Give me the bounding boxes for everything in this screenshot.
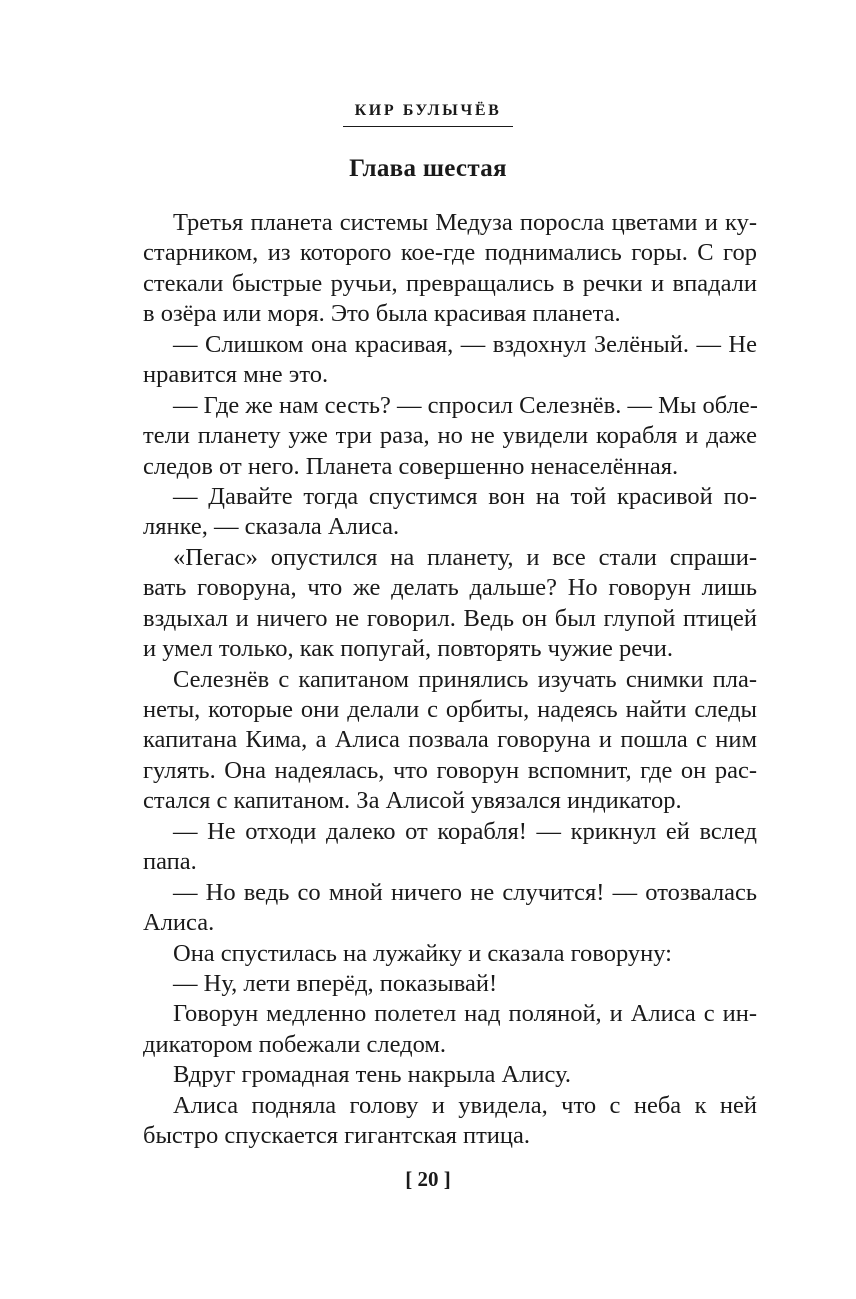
text-line: — Где же нам сесть? — спросил Селезнёв. — Мы обле-: [173, 391, 758, 419]
text-line: нравится мне это.: [143, 361, 329, 389]
text-line: — Не отходи далеко от корабля! — крикнул ей вслед: [173, 817, 757, 845]
author-name: КИР БУЛЫЧЁВ: [343, 102, 514, 127]
text-line: Третья планета системы Медуза поросла цветами и ку-: [173, 209, 757, 236]
text-line: Она спустилась на лужайку и сказала говоруну:: [173, 939, 672, 967]
text-line: в озёра или моря. Это была красивая планета.: [143, 300, 621, 328]
text-line: — Слишком она красивая, — вздохнул Зелёный. — Не: [173, 330, 757, 358]
text-line: «Пегас» опустился на планету, и все стали спраши-: [173, 543, 757, 571]
text-line: Алиса.: [143, 909, 215, 937]
running-head: [0, 100, 856, 127]
text-line: гулять. Она надеялась, что говорун вспомнит, где он рас-: [143, 756, 757, 784]
chapter-title: Глава шестая: [349, 155, 507, 182]
text-line: лянке, — сказала Алиса.: [143, 513, 400, 541]
text-line: тели планету уже три раза, но не увидели корабля и даже: [143, 422, 757, 450]
text-line: вать говоруна, что же делать дальше? Но говорун лишь: [143, 574, 757, 602]
text-body: [143, 208, 757, 1152]
text-line: быстро спускается гигантская птица.: [143, 1122, 531, 1150]
text-line: старником, из которого кое-где поднимались горы. С гор: [143, 239, 757, 267]
text-line: дикатором побежали следом.: [143, 1030, 447, 1058]
text-line: — Давайте тогда спустимся вон на той красивой по-: [173, 482, 757, 510]
text-line: Алиса подняла голову и увидела, что с неба к ней: [173, 1091, 757, 1119]
text-line: вздыхал и ничего не говорил. Ведь он был глупой птицей: [143, 604, 757, 632]
page-number: [ 20 ]: [405, 1167, 451, 1191]
text-line: стался с капитаном. За Алисой увязался индикатор.: [143, 787, 682, 815]
text-line: — Ну, лети вперёд, показывай!: [173, 969, 498, 997]
text-line: папа.: [143, 848, 197, 876]
text-line: стекали быстрые ручьи, превращались в речки и впадали: [143, 269, 757, 297]
text-line: капитана Кима, а Алиса позвала говоруна и пошла с ним: [143, 726, 757, 754]
text-line: — Но ведь со мной ничего не случится! — отозвалась: [173, 878, 757, 906]
text-line: Вдруг громадная тень накрыла Алису.: [173, 1061, 572, 1089]
text-line: Селезнёв с капитаном принялись изучать снимки пла-: [173, 665, 757, 693]
text-line: неты, которые они делали с орбиты, надеясь найти следы: [143, 696, 757, 723]
text-line: Говорун медленно полетел над поляной, и Алиса с ин-: [173, 1000, 757, 1028]
text-line: и умел только, как попугай, повторять чужие речи.: [143, 635, 674, 663]
text-line: следов от него. Планета совершенно ненаселённая.: [143, 452, 679, 480]
